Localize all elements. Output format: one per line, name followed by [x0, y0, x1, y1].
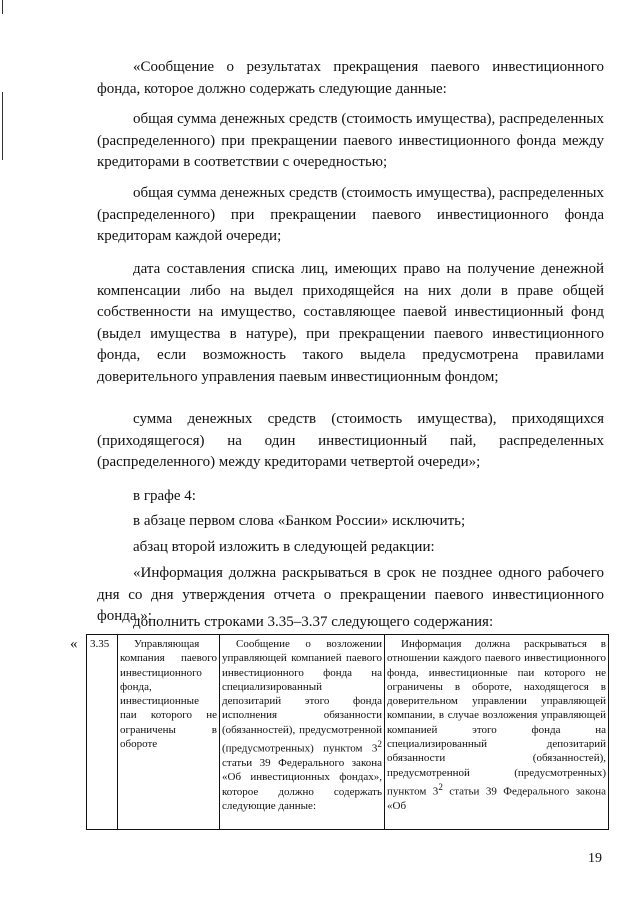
scan-edge-mark — [2, 0, 3, 14]
table-row — [87, 635, 609, 830]
paragraph-column-4: в графе 4: — [133, 488, 196, 504]
table-open-quote: « — [70, 636, 78, 652]
paragraph-sum-per-share: сумма денежных средств (стоимость имущества), приходящихся (приходящегося) на один инвестиционный пай, распределенных (распределенного) между кредиторами четвертой очереди»; — [97, 411, 604, 470]
paragraph-second-abzac: абзац второй изложить в следующей редакции: — [133, 539, 435, 555]
terms-superscript: 2 — [438, 781, 443, 792]
page-number: 19 — [588, 851, 602, 866]
row-subject: Управляющая компания паевого инвестиционного фонда, инвестиционные паи которого не ограничены в обороте — [118, 635, 220, 830]
scan-edge-mark — [2, 92, 3, 160]
row-number: 3.35 — [87, 635, 118, 830]
paragraph-message-intro: «Сообщение о результатах прекращения паевого инвестиционного фонда, которое должно содержать следующие данные: — [97, 59, 604, 97]
paragraph-add-rows: дополнить строками 3.35–3.37 следующего содержания: — [133, 614, 494, 630]
terms-text-start: Информация должна раскрываться в отношении каждого паевого инвестиционного фонда, инвестиционные паи которого не ограничены в обороте, находящегося в доверительном управлении управляющей компании, в случае возложения управляющей компанией этого фонда на специализированный депозитарий обязанности (обязанностей), предусмотренной (предусмотренных) пунктом 3 — [387, 638, 606, 798]
paragraph-list-date: дата составления списка лиц, имеющих право на получение денежной компенсации либо на выдел приходящейся на них доли в праве общей собственности на имущество, составляющее паевой инвестиционный фонд (выдел имущества в натуре), при прекращении паевого инвестиционного фонда, если возможность такого выдела предусмотрена правилами доверительного управления паевым инвестиционным фондом; — [97, 261, 604, 385]
paragraph-first-abzac: в абзаце первом слова «Банком России» исключить; — [133, 513, 466, 529]
row-disclosure-terms — [385, 635, 609, 830]
paragraph-total-sum-order: общая сумма денежных средств (стоимость имущества), распределенных (распределенного) при прекращении паевого инвестиционного фонда между кредиторами в соответствии с очередностью; — [97, 111, 604, 170]
paragraph-info-deadline: «Информация должна раскрываться в срок не позднее одного рабочего дня со дня утверждения отчета о прекращении паевого инвестиционного фонда.»; — [97, 565, 604, 624]
paragraph-total-sum-each-queue: общая сумма денежных средств (стоимость имущества), распределенных (распределенного) при прекращении паевого инвестиционного фонда кредиторам каждой очереди; — [97, 185, 604, 244]
message-text-start: Сообщение о возложении управляющей компанией паевого инвестиционного фонда на специализированный депозитарий этого фонда исполнения обязанности (обязанностей), предусмотренной (предусмотренных) пунктом 3 — [222, 638, 382, 755]
row-message-content — [220, 635, 385, 830]
terms-text-end: статьи 39 Федерального закона «Об — [387, 785, 606, 812]
disclosure-table — [86, 634, 609, 830]
message-text-end: статьи 39 Федерального закона «Об инвестиционных фондах», которое должно содержать следующие данные: — [222, 757, 382, 812]
message-superscript: 2 — [377, 739, 382, 750]
